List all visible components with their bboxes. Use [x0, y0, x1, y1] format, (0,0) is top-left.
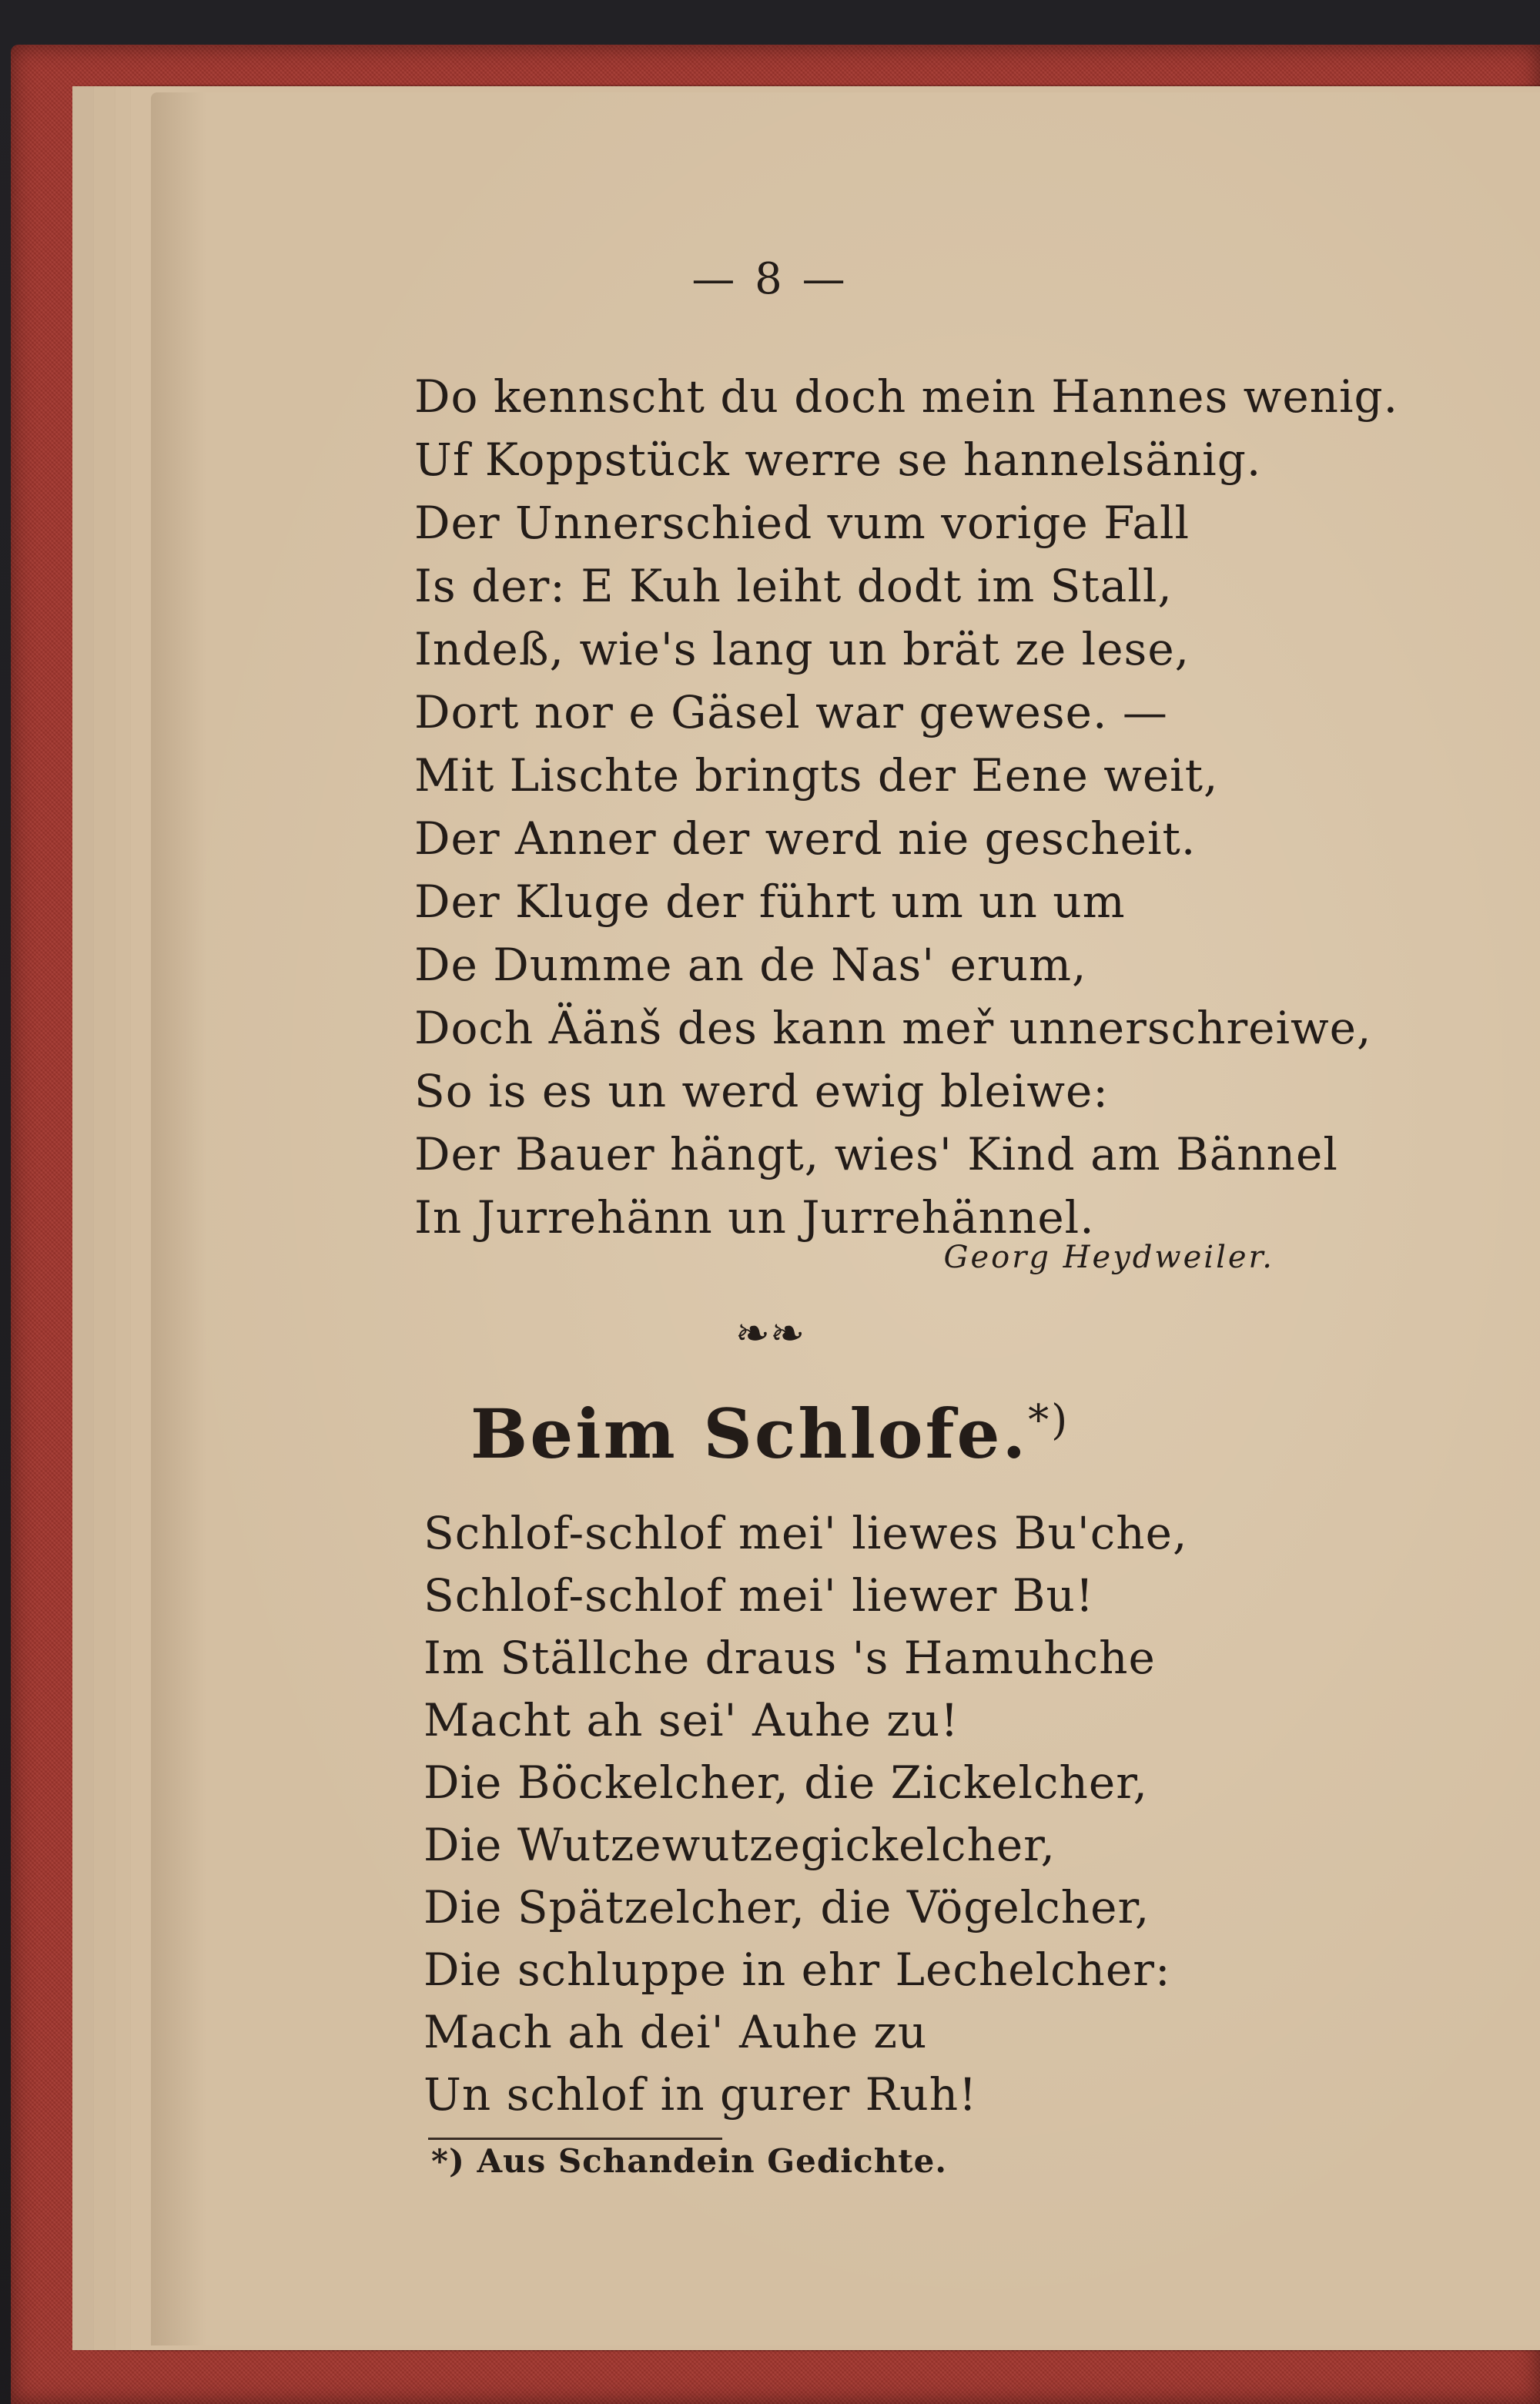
poem-line: Macht ah sei' Auhe zu! — [424, 1694, 959, 1746]
poem-line: Der Unnerschied vum vorige Fall — [414, 497, 1190, 549]
footnote-rule — [428, 2138, 722, 2140]
poem-line: Der Bauer hängt, wies' Kind am Bännel — [414, 1128, 1338, 1180]
poem-line: Un schlof in gurer Ruh! — [424, 2068, 978, 2121]
footnote: *) Aus Schandein Gedichte. — [431, 2142, 948, 2180]
poem-line: Doch Äänš des kann meř unnerschreiwe, — [414, 1002, 1372, 1054]
poem-line: Schlof-schlof mei' liewes Bu'che, — [424, 1507, 1188, 1559]
poem-line: Mit Lischte bringts der Eene weit, — [414, 749, 1219, 802]
poem-line: Der Kluge der führt um un um — [414, 876, 1126, 928]
poem-line: Mach ah dei' Auhe zu — [424, 2006, 928, 2058]
footnote-marker: *) — [1028, 1395, 1070, 1445]
poem-line: De Dumme an de Nas' erum, — [414, 939, 1087, 991]
page-number: — 8 — — [691, 254, 849, 304]
ornament-divider: ❧❧ — [735, 1309, 805, 1358]
poem-line: Uf Koppstück werre se hannelsänig. — [414, 434, 1262, 486]
poem-author: Georg Heydweiler. — [943, 1240, 1274, 1275]
poem-line: Der Anner der werd nie gescheit. — [414, 812, 1197, 865]
poem-title-text: Beim Schlofe. — [470, 1394, 1029, 1474]
poem-line: So is es un werd ewig bleiwe: — [414, 1065, 1109, 1117]
poem-line: In Jurrehänn un Jurrehännel. — [414, 1191, 1095, 1244]
poem-line: Die Spätzelcher, die Vögelcher, — [424, 1881, 1150, 1934]
poem-line: Dort nor e Gäsel war gewese. — — [414, 686, 1168, 738]
poem-line: Die Böckelcher, die Zickelcher, — [424, 1756, 1148, 1809]
poem-line: Schlof-schlof mei' liewer Bu! — [424, 1569, 1095, 1622]
poem-title — [0, 1394, 1540, 1474]
poem-line: Die Wutzewutzegickelcher, — [424, 1819, 1056, 1871]
poem-line: Die schluppe in ehr Lechelcher: — [424, 1944, 1171, 1996]
poem-line: Is der: E Kuh leiht dodt im Stall, — [414, 560, 1173, 612]
poem-line: Im Ställche draus 's Hamuhche — [424, 1632, 1156, 1684]
poem-line: Do kennscht du doch mein Hannes wenig. — [414, 370, 1399, 423]
poem-line: Indeß, wie's lang un brät ze lese, — [414, 623, 1190, 675]
